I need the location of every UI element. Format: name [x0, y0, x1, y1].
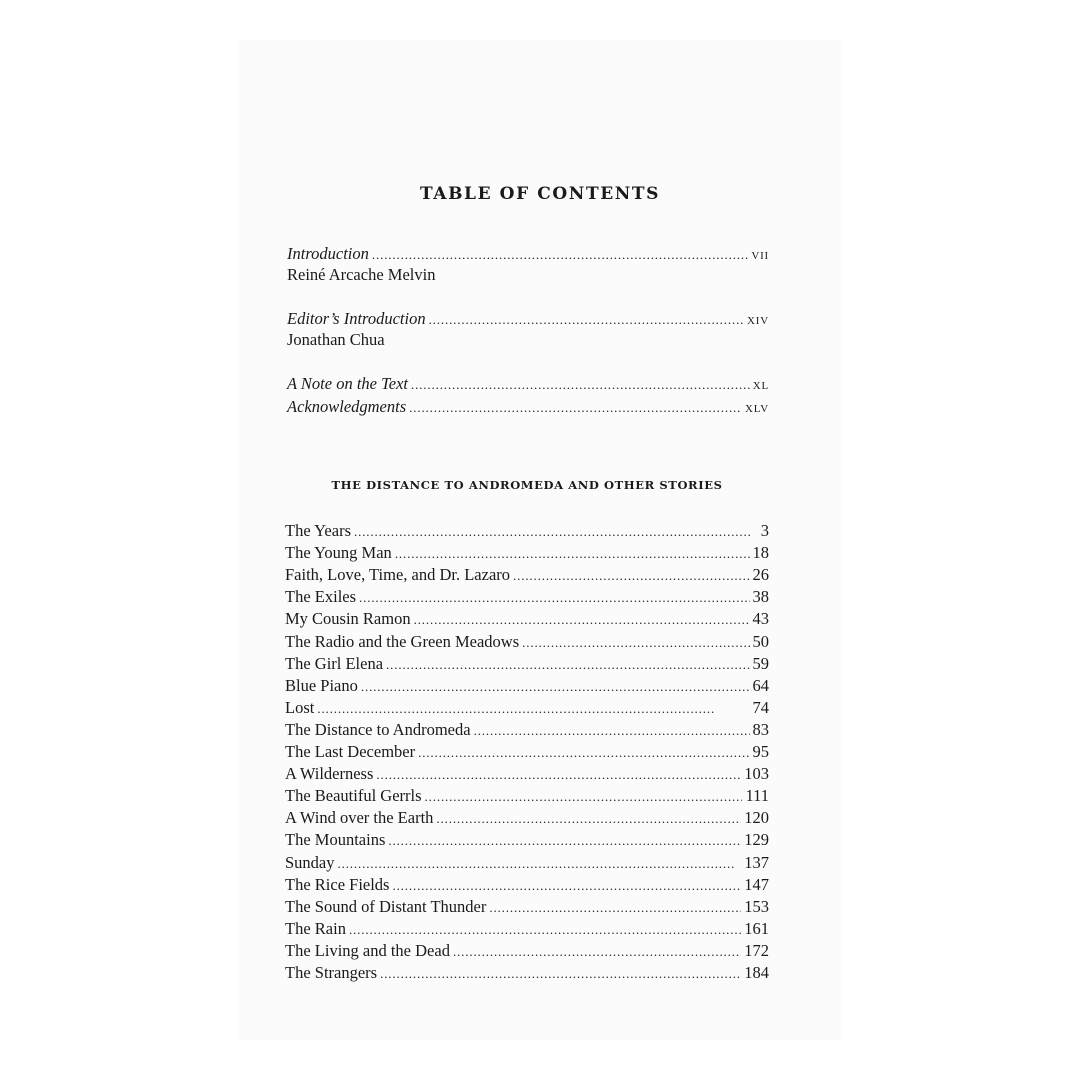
entry-label: Sunday [285, 852, 335, 872]
dot-leader [474, 721, 750, 741]
entry-page-number: 120 [744, 808, 769, 828]
entry-page-number: 103 [744, 764, 769, 784]
entry-page-number: 161 [744, 918, 769, 938]
entry-label: A Wilderness [285, 764, 374, 784]
dot-leader [436, 809, 741, 829]
dot-leader [361, 677, 750, 697]
entry-label: Lost [285, 697, 315, 717]
toc-entry-story [285, 632, 769, 653]
entry-label: The Sound of Distant Thunder [285, 896, 487, 916]
dot-leader [522, 633, 749, 653]
entry-page-number: xlv [745, 400, 769, 416]
entry-label: Editor’s Introduction [287, 309, 426, 328]
entry-label: The Rice Fields [285, 874, 390, 894]
toc-entry-story [285, 654, 769, 675]
dot-leader [411, 375, 750, 395]
page-title: TABLE OF CONTENTS [419, 184, 661, 204]
dot-leader [429, 310, 744, 330]
toc-entry-story [285, 897, 769, 918]
entry-page-number: vii [751, 247, 769, 263]
toc-entry-story [285, 742, 769, 763]
entry-page-number: 95 [752, 742, 769, 761]
entry-author: Reiné Arcache Melvin [287, 265, 436, 284]
dot-leader [392, 876, 741, 896]
entry-label: The Distance to Andromeda [285, 719, 471, 739]
entry-page-number: 64 [752, 675, 769, 695]
entry-page-number: 153 [744, 896, 769, 916]
toc-entry-story [285, 830, 769, 851]
toc-entry-story [285, 875, 769, 896]
entry-page-number: xl [752, 377, 769, 393]
entry-label: The Last December [285, 742, 416, 761]
dot-leader [376, 765, 741, 785]
entry-page-number: 111 [745, 786, 769, 806]
dot-leader [380, 964, 741, 984]
entry-page-number: 184 [744, 963, 769, 982]
entry-label: Acknowledgments [287, 397, 407, 416]
toc-entry-story [285, 808, 769, 829]
entry-page-number: 83 [752, 719, 769, 739]
entry-page-number: 18 [752, 543, 769, 563]
toc-entry-story [285, 565, 769, 586]
entry-label: Introduction [287, 244, 369, 263]
entry-label: The Strangers [285, 963, 378, 982]
entry-label: The Radio and the Green Meadows [285, 631, 520, 651]
dot-leader [425, 787, 743, 807]
entry-author: Jonathan Chua [287, 330, 385, 349]
entry-page-number: 43 [752, 609, 769, 629]
entry-label: Faith, Love, Time, and Dr. Lazaro [285, 565, 511, 585]
entry-label: A Wind over the Earth [285, 808, 434, 828]
dot-leader [354, 522, 758, 542]
entry-label: The Mountains [285, 830, 386, 850]
dot-leader [453, 942, 741, 962]
toc-entry-story [285, 676, 769, 697]
entry-page-number: 50 [752, 631, 769, 651]
toc-entry-story [285, 609, 769, 630]
entry-page-number: 172 [744, 940, 769, 960]
dot-leader [359, 588, 749, 608]
toc-entry-story [285, 521, 769, 542]
entry-page-number: 26 [752, 565, 769, 585]
dot-leader [409, 398, 742, 418]
entry-label: The Girl Elena [285, 653, 384, 673]
toc-entry-story [285, 963, 769, 984]
toc-entry-story [285, 919, 769, 940]
entry-page-number: 74 [752, 697, 769, 717]
dot-leader [338, 854, 742, 874]
dot-leader [386, 655, 749, 675]
toc-entry-story [285, 764, 769, 785]
entry-label: The Exiles [285, 587, 357, 607]
dot-leader [372, 245, 748, 265]
entry-page-number: 129 [744, 830, 769, 850]
entry-label: A Note on the Text [287, 374, 408, 393]
toc-entry-story [285, 853, 769, 874]
entry-label: The Beautiful Gerrls [285, 786, 422, 806]
toc-entry-story [285, 786, 769, 807]
toc-entry-story [285, 543, 769, 564]
entry-label: Blue Piano [285, 675, 358, 695]
dot-leader [418, 743, 749, 763]
dot-leader [513, 566, 749, 586]
toc-entry-story [285, 698, 769, 719]
dot-leader [395, 544, 750, 564]
entry-label: My Cousin Ramon [285, 609, 411, 629]
dot-leader [388, 831, 741, 851]
toc-entry-editors-introduction [287, 309, 769, 330]
entry-label: The Living and the Dead [285, 940, 450, 960]
dot-leader [317, 699, 749, 719]
toc-entry-note-on-text [287, 374, 769, 395]
toc-entry-acknowledgments [287, 397, 769, 418]
dot-leader [349, 920, 741, 940]
section-heading: THE DISTANCE TO ANDROMEDA AND OTHER STORIES [331, 478, 723, 492]
dot-leader [414, 610, 750, 630]
toc-entry-story [285, 587, 769, 608]
entry-label: The Rain [285, 918, 346, 938]
dot-leader [489, 898, 741, 918]
entry-page-number: 3 [760, 521, 769, 540]
entry-page-number: xiv [747, 312, 769, 328]
entry-label: The Years [285, 521, 351, 540]
toc-entry-story [285, 720, 769, 741]
entry-label: The Young Man [285, 543, 392, 563]
entry-page-number: 147 [744, 874, 769, 894]
entry-page-number: 38 [752, 587, 769, 607]
entry-page-number: 59 [752, 653, 769, 673]
toc-entry-introduction [287, 244, 769, 265]
entry-page-number: 137 [744, 852, 769, 872]
toc-entry-story [285, 941, 769, 962]
